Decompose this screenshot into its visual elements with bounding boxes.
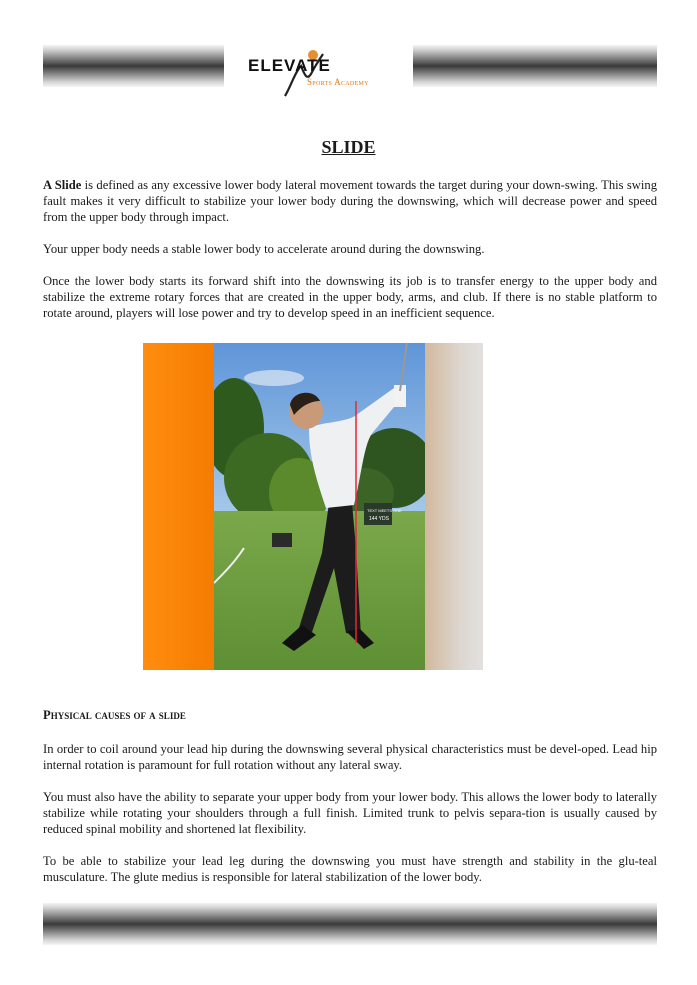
section-paragraph: In order to coil around your lead hip during the downswing several physical characteristics must be devel-oped. Lead hip internal rotation is paramount for full rotation without any lateral sway.: [43, 742, 657, 772]
golfer-illustration: [214, 343, 425, 670]
header-bar-right: [413, 45, 657, 87]
page-title: SLIDE: [321, 137, 376, 157]
section-heading: Physical causes of a slide: [43, 708, 186, 722]
range-sign-line1: TEXT MEETS ONE: [367, 508, 402, 513]
intro-paragraph: [43, 177, 657, 225]
header-bar-left: [43, 45, 224, 87]
section-paragraph: You must also have the ability to separate your upper body from your lower body. This allows the lower body to laterally stabilize while rotating your shoulders through a full finish. Limited trunk to pelvis separa-tion is usually caused by reduced spinal mobility and shortened lat flexibility.: [43, 790, 657, 836]
section-paragraph: To be able to stabilize your lead leg during the downswing you must have strength and stability in the glu-teal musculature. The glute medius is responsible for lateral stabilization of the lower body.: [43, 854, 657, 884]
figure-panel-left: [143, 343, 215, 670]
figure-panel-right: [424, 343, 483, 670]
intro-bold-lead: A Slide: [43, 178, 82, 192]
footer-bar: [43, 903, 657, 945]
intro-text: is defined as any excessive lower body lateral movement towards the target during your down-swing. This swing fault makes it very difficult to stabilize your lower body during the downswing, which will decrease power and speed from the upper body through impact.: [43, 178, 657, 224]
elevate-logo: [247, 44, 397, 102]
swing-figure: [143, 343, 483, 670]
golfer-photo: [214, 343, 425, 670]
paragraph: Once the lower body starts its forward shift into the downswing its job is to transfer energy to the upper body and stabilize the extreme rotary forces that are created in the upper body, arms, and club. If there is no stable platform to rotate around, players will lose power and try to develop speed in an inefficient sequence.: [43, 274, 657, 320]
range-sign-line2: 144 YDS: [369, 516, 389, 522]
logo-subtext: Sports Academy: [307, 77, 369, 87]
logo-text: ELEVATE: [248, 56, 331, 75]
paragraph: Your upper body needs a stable lower body to accelerate around during the downswing.: [43, 242, 485, 256]
